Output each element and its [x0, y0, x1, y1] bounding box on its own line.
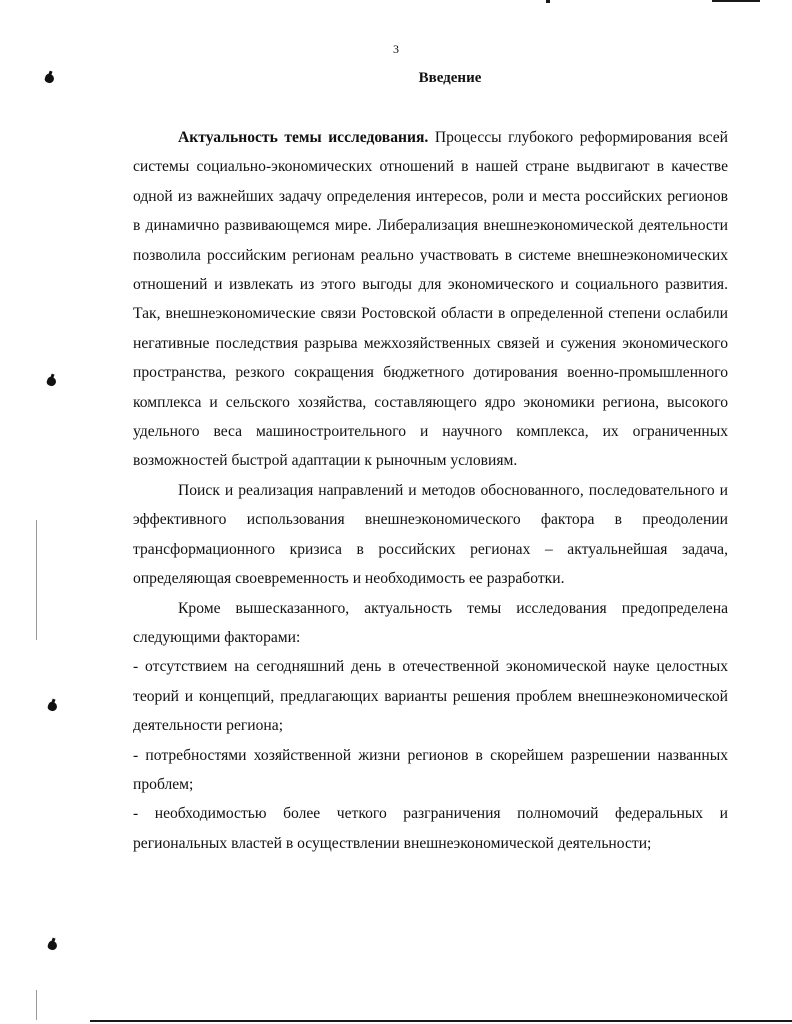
scan-left-edge-line — [36, 520, 37, 640]
scan-edge-mark-top — [712, 0, 760, 2]
list-item: - необходимостью более четкого разграничения полномочий федеральных и региональных властей в осуществлении внешнеэкономической деятельности; — [133, 805, 728, 852]
paragraph-relevance — [133, 123, 728, 476]
paragraph-text: Процессы глубокого реформирования всей системы социально-экономических отношений в нашей стране выдвигают в качестве одной из важнейших задачу определения интересов, роли и места российских регионов в динамично развивающемся мире. Либерализация внешнеэкономической деятельности позволила российским регионам реально участвовать в системе внешнеэкономических отношений и извлекать из этого выгоды для экономического и социального развития. Так, внешнеэкономические связи Ростовской области в определенной степени ослабили негативные последствия разрыва межхозяйственных связей и сужения экономического пространства, резкого сокращения бюджетного дотирования военно-промышленного комплекса и сельского хозяйства, составляющего ядро экономики региона, высокого удельного веса машиностроительного и научного комплекса, их ограниченных возможностей быстрой адаптации к рыночным условиям. — [133, 129, 728, 470]
page-title: Введение — [418, 70, 482, 86]
page-number: 3 — [393, 42, 399, 56]
scan-edge-mark-top-small — [546, 0, 550, 3]
scan-edge-mark-bottom — [90, 1020, 792, 1022]
binding-hole-mark — [47, 701, 59, 713]
relevance-lead: Актуальность темы исследования. — [178, 129, 429, 146]
binding-hole-mark — [46, 376, 58, 388]
paragraph-factors-intro: Кроме вышесказанного, актуальность темы исследования предопределена следующими факторами: — [133, 599, 728, 646]
list-item: - потребностями хозяйственной жизни регионов в скорейшем разрешении названных проблем; — [133, 746, 728, 793]
paragraph-search: Поиск и реализация направлений и методов обоснованного, последовательного и эффективного использования внешнеэкономического фактора в преодолении трансформационного кризиса в российских регионах – актуальнейшая задача, определяющая своевременность и необходимость ее разработки. — [133, 481, 728, 588]
document-body — [133, 123, 728, 858]
scan-left-edge-line-2 — [36, 990, 37, 1020]
list-item: - отсутствием на сегодняшний день в отечественной экономической науке целостных теорий и концепций, предлагающих варианты решения проблем внешнеэкономической деятельности региона; — [133, 658, 728, 735]
binding-hole-mark — [47, 940, 59, 952]
